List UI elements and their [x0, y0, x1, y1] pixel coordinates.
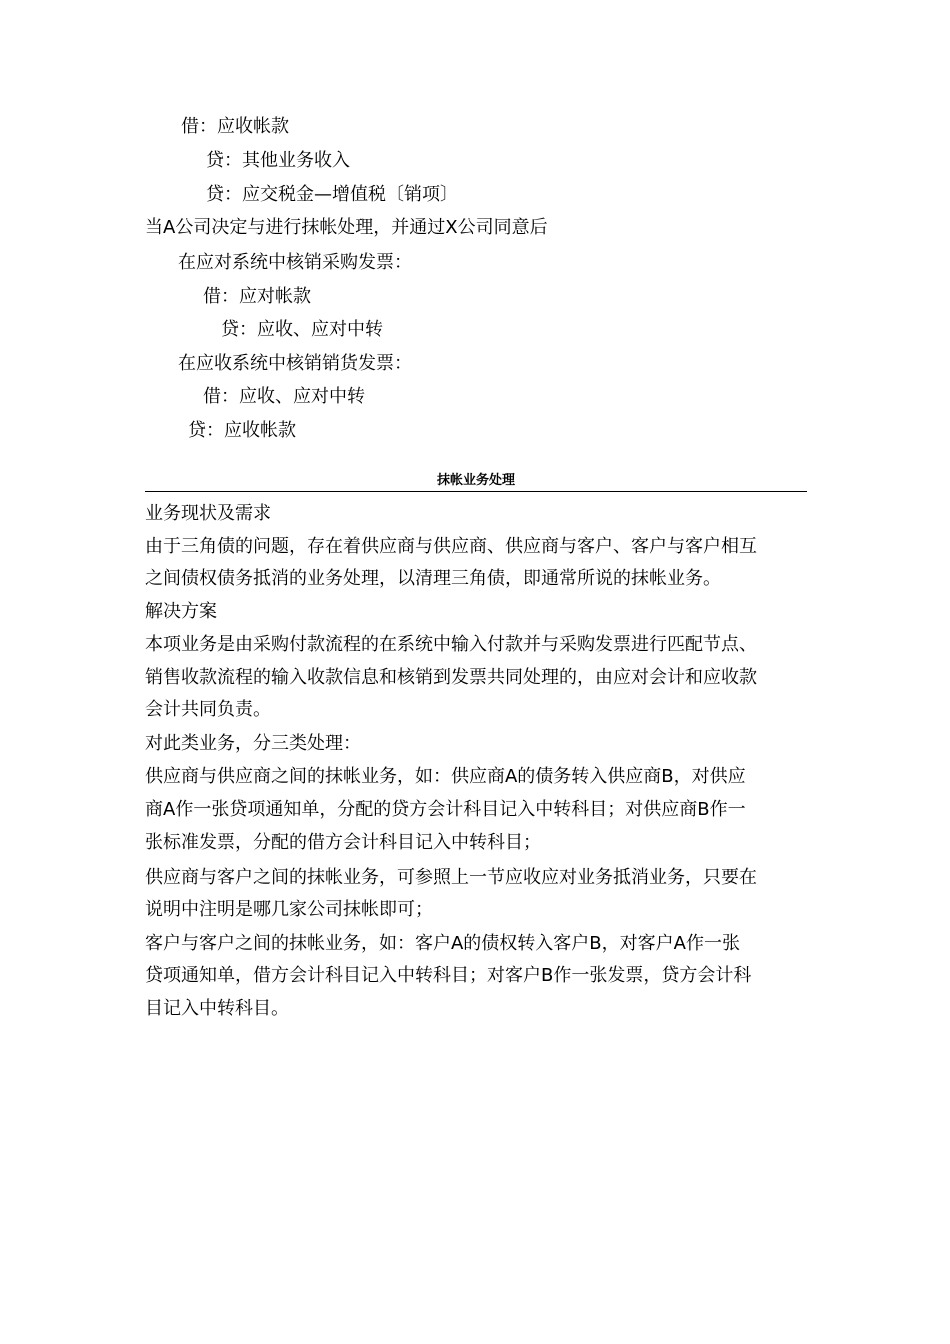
paragraph-line: 供应商与客户之间的抹帐业务，可参照上一节应收应对业务抵消业务，只要在 [145, 867, 757, 888]
paragraph-line: 贷项通知单，借方会计科目记入中转科目；对客户B作一张发票，贷方会计科 [145, 965, 752, 986]
paragraph-line: 之间债权债务抵消的业务处理，以清理三角债，即通常所说的抹帐业务。 [145, 568, 721, 589]
section-heading: 抹帐业务处理 [145, 471, 807, 492]
paragraph-line: 对此类业务，分三类处理： [145, 733, 361, 754]
paragraph-line: 由于三角债的问题，存在着供应商与供应商、供应商与客户、客户与客户相互 [145, 536, 757, 557]
credit-receivable-line: 贷：应收帐款 [188, 420, 296, 441]
subheading-solution: 解决方案 [145, 601, 217, 622]
receivables-verify-line: 在应收系统中核销销货发票： [178, 353, 412, 374]
credit-vat-line: 贷：应交税金—增值税〔销项〕 [206, 184, 458, 205]
paragraph-line: 本项业务是由采购付款流程的在系统中输入付款并与采购发票进行匹配节点、 [145, 634, 757, 655]
paragraph-line: 说明中注明是哪几家公司抹帐即可； [145, 899, 433, 920]
paragraph-line: 供应商与供应商之间的抹帐业务，如：供应商A的债务转入供应商B，对供应 [145, 766, 746, 787]
subheading-status: 业务现状及需求 [145, 503, 271, 524]
credit-transit-line: 贷：应收、应对中转 [221, 319, 383, 340]
paragraph-line: 销售收款流程的输入收款信息和核销到发票共同处理的，由应对会计和应收款 [145, 667, 757, 688]
credit-other-income-line: 贷：其他业务收入 [206, 150, 350, 171]
debit-payable-line: 借：应对帐款 [203, 286, 311, 307]
paragraph-line: 客户与客户之间的抹帐业务，如：客户A的债权转入客户B，对客户A作一张 [145, 933, 740, 954]
paragraph-line: 商A作一张贷项通知单，分配的贷方会计科目记入中转科目；对供应商B作一 [145, 799, 746, 820]
payables-verify-line: 在应对系统中核销采购发票： [178, 252, 412, 273]
paragraph-line: 会计共同负责。 [145, 699, 271, 720]
debit-transit-line: 借：应收、应对中转 [203, 386, 365, 407]
paragraph-line: 目记入中转科目。 [145, 998, 289, 1019]
debit-receivable-line: 借：应收帐款 [181, 116, 289, 137]
offset-condition-line: 当A公司决定与进行抹帐处理，并通过X公司同意后 [145, 217, 548, 238]
paragraph-line: 张标准发票，分配的借方会计科目记入中转科目； [145, 832, 541, 853]
